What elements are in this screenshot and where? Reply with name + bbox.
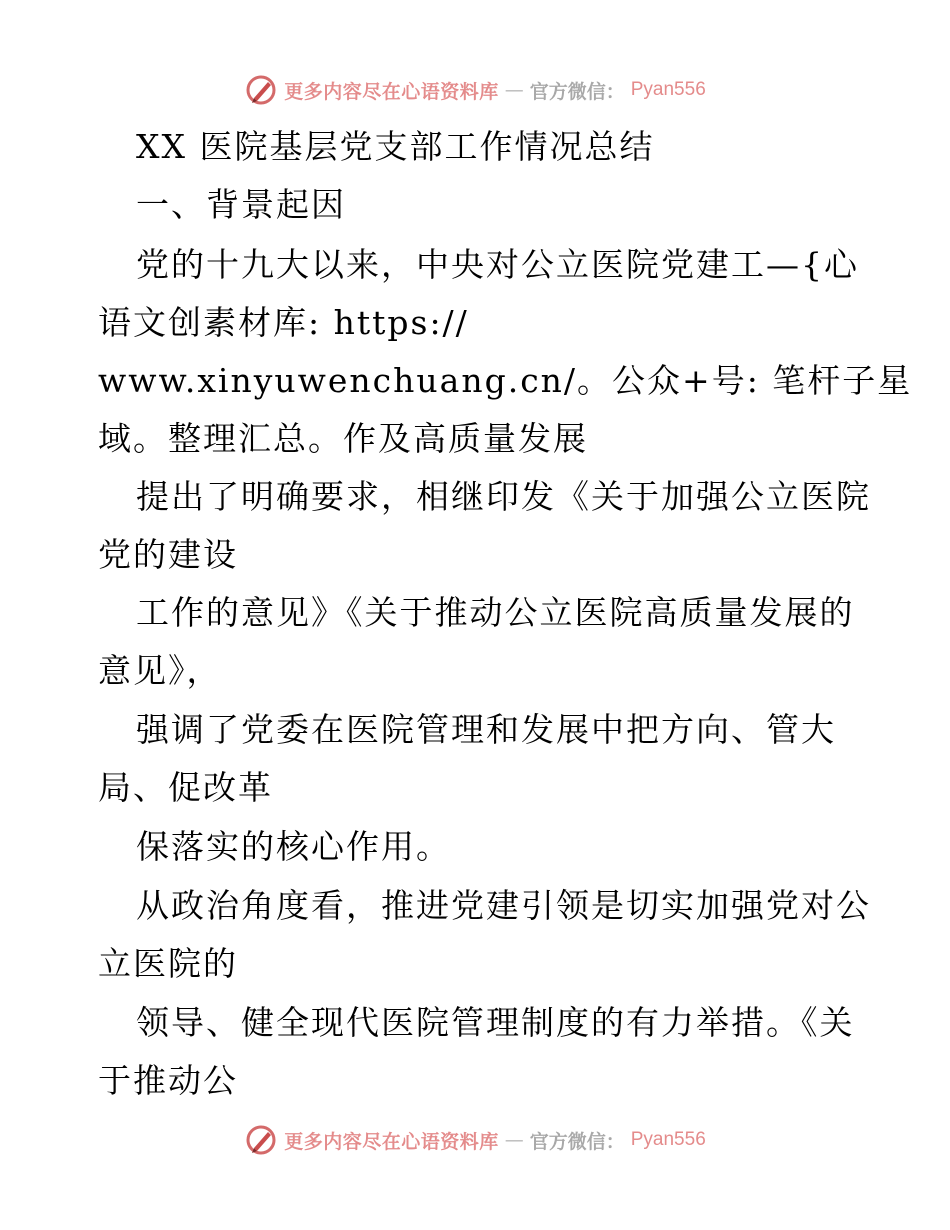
header-watermark — [0, 70, 950, 110]
paragraph-line: www.xinyuwenchuang.cn/。公众+号: 笔杆子星 — [98, 361, 913, 400]
watermark-dash: — — [504, 1129, 524, 1151]
paragraph-line: 域。整理汇总。作及高质量发展 — [98, 419, 588, 458]
watermark-dash: — — [504, 79, 524, 101]
paragraph-line: 从政治角度看，推进党建引领是切实加强党对公 — [136, 886, 871, 925]
section-heading: 一、背景起因 — [136, 185, 346, 224]
paragraph-line: 强调了党委在医院管理和发展中把方向、管大 — [136, 710, 836, 749]
paragraph-line: 党的十九大以来，中央对公立医院党建工—{心 — [136, 245, 859, 284]
watermark-group — [244, 1123, 706, 1157]
pen-circle-logo-icon — [244, 1123, 278, 1157]
paragraph-line: 语文创素材库: https:// — [98, 303, 469, 342]
watermark-brand-text: 更多内容尽在心语资料库 — [284, 1130, 499, 1153]
paragraph-line: 保落实的核心作用。 — [136, 827, 451, 866]
watermark-wechat-id: Pyan556 — [630, 1129, 706, 1150]
watermark-wechat-id: Pyan556 — [630, 79, 706, 100]
paragraph-line: 领导、健全现代医院管理制度的有力举措。《关 — [136, 1003, 855, 1042]
paragraph-line: 意见》， — [98, 651, 222, 690]
watermark-official-text: 官方微信： — [529, 1130, 625, 1153]
footer-watermark — [0, 1120, 950, 1160]
paragraph-line: 工作的意见》《关于推动公立医院高质量发展的 — [136, 593, 855, 632]
watermark-group — [244, 73, 706, 107]
watermark-official-text: 官方微信： — [529, 80, 625, 103]
paragraph-line: 立医院的 — [98, 944, 238, 983]
pen-circle-logo-icon — [244, 73, 278, 107]
document-title: XX 医院基层党支部工作情况总结 — [136, 127, 655, 166]
paragraph-line: 局、促改革 — [98, 768, 273, 807]
paragraph-line: 提出了明确要求，相继印发《关于加强公立医院 — [136, 477, 871, 516]
watermark-brand-text: 更多内容尽在心语资料库 — [284, 80, 499, 103]
paragraph-line: 于推动公 — [98, 1061, 238, 1100]
paragraph-line: 党的建设 — [98, 535, 238, 574]
